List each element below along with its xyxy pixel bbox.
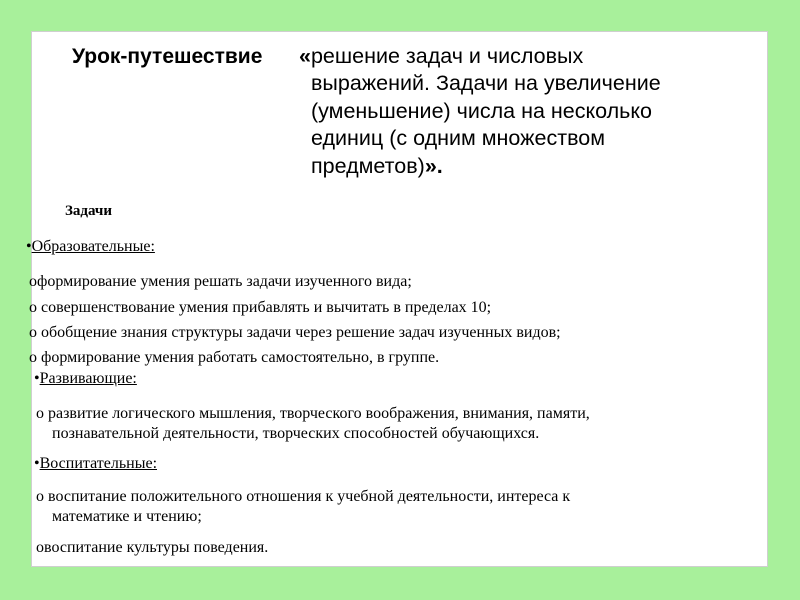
section-heading-educational	[26, 237, 155, 257]
list-item: o формирование умения работать самостоятельно, в группе.	[29, 349, 440, 366]
title-line: решение задач и числовых	[310, 44, 584, 68]
bullet-icon: •	[34, 455, 40, 472]
section-label: Развивающие:	[39, 370, 137, 387]
section-label: Образовательные:	[31, 238, 155, 255]
list-item: o обобщение знания структуры задачи через решение задач изученных видов;	[29, 324, 561, 341]
title-open-quote: «	[299, 44, 311, 68]
circle-bullet-icon: o	[29, 349, 37, 366]
title-close-quote: ».	[424, 153, 443, 178]
bullet-icon: •	[26, 238, 32, 255]
section-heading-upbringing	[34, 454, 157, 474]
circle-bullet-icon: o	[36, 539, 44, 556]
title-line: единиц (с одним множеством	[311, 126, 605, 151]
list-item: o развитие логического мышления, творческого воображения, внимания, памяти, познавательной деятельности, творческих способностей обучающихся.	[36, 405, 590, 442]
list-item: o воспитание положительного отношения к учебной деятельности, интереса к математике и чтению;	[36, 488, 571, 525]
lesson-title	[299, 43, 661, 180]
list-item: o совершенствование умения прибавлять и вычитать в пределах 10;	[29, 299, 492, 316]
tasks-heading: Задачи	[65, 203, 113, 219]
slide	[26, 31, 768, 567]
circle-bullet-icon: o	[29, 324, 37, 341]
circle-bullet-icon: o	[36, 405, 44, 422]
title-line: предметов)	[311, 153, 425, 178]
circle-bullet-icon: o	[29, 299, 37, 316]
bullet-icon: •	[34, 370, 40, 387]
section-heading-developmental	[34, 369, 137, 389]
section-label: Воспитательные:	[39, 455, 158, 472]
lesson-type-label: Урок-путешествие	[72, 45, 263, 68]
circle-bullet-icon: o	[29, 273, 37, 290]
title-line: (уменьшение) числа на несколько	[311, 98, 652, 123]
list-item: oвоспитание культуры поведения.	[36, 539, 269, 556]
list-item: oформирование умения решать задачи изученного вида;	[29, 273, 412, 290]
title-line: выражений. Задачи на увеличение	[311, 71, 661, 96]
circle-bullet-icon: o	[36, 488, 44, 505]
